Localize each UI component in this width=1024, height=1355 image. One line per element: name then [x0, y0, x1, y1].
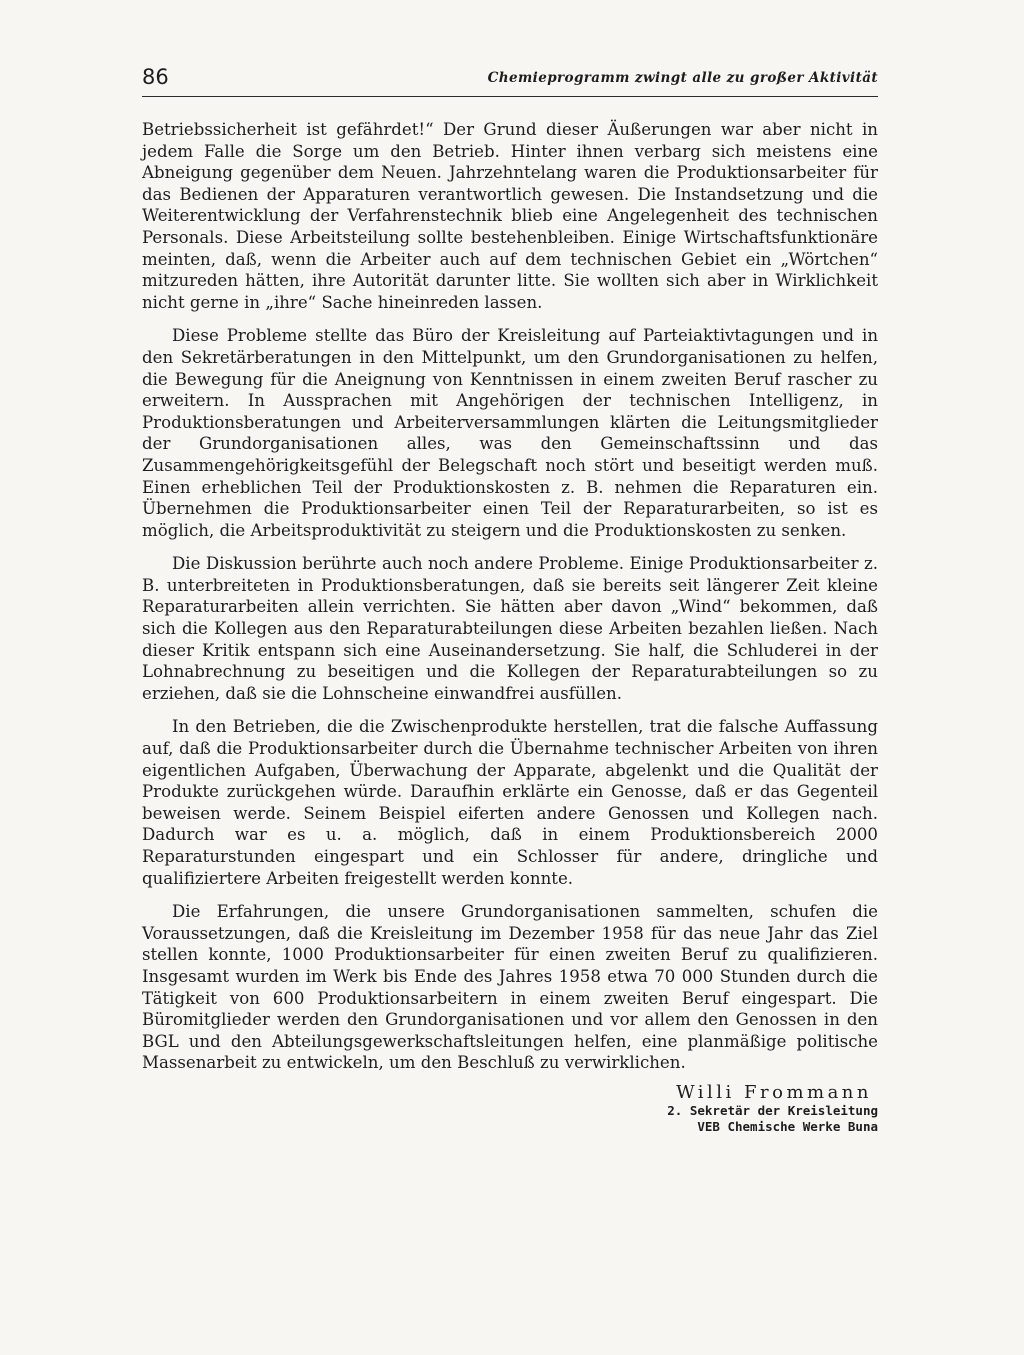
signature-block — [142, 1082, 878, 1135]
document-page — [142, 62, 878, 1135]
paragraph-1: Betriebssicherheit ist gefährdet!“ Der Grund dieser Äußerungen war aber nicht in jedem Falle die Sorge um den Betrieb. Hinter ihnen verbarg sich meistens eine Abneigung gegenüber dem Neuen. Jahrzehntelang waren die Produktionsarbeiter für das Bedienen der Apparaturen verantwortlich gewesen. Die Instandsetzung und die Weiterentwicklung der Verfahrenstechnik blieb eine Angelegenheit des technischen Personals. Diese Arbeitsteilung sollte bestehenbleiben. Einige Wirtschaftsfunktionäre meinten, daß, wenn die Arbeiter auch auf dem technischen Gebiet ein „Wörtchen“ mitzureden hätten, ihre Autorität darunter litte. Sie wollten sich aber in Wirklichkeit nicht gerne in „ihre“ Sache hineinreden lassen. — [142, 120, 878, 312]
page-number: 86 — [142, 65, 169, 89]
running-head: Chemieprogramm zwingt alle zu großer Aktivität — [487, 70, 878, 86]
author-organization: VEB Chemische Werke Buna — [697, 1118, 878, 1134]
article-body — [142, 119, 878, 1074]
paragraph-5: Die Erfahrungen, die unsere Grundorganisationen sammelten, schufen die Voraussetzungen, daß die Kreisleitung im Dezember 1958 für das neue Jahr das Ziel stellen konnte, 1000 Produktionsarbeiter für einen zweiten Beruf zu qualifizieren. Insgesamt wurden im Werk bis Ende des Jahres 1958 etwa 70 000 Stunden durch die Tätigkeit von 600 Produktionsarbeitern in einem zweiten Beruf eingespart. Die Büromitglieder werden den Grundorganisationen und vor allem den Genossen in den BGL und den Abteilungsgewerkschaftsleitungen helfen, eine planmäßige politische Massenarbeit zu entwickeln, um den Beschluß zu verwirklichen. — [142, 902, 878, 1073]
paragraph-3: Die Diskussion berührte auch noch andere Probleme. Einige Produktionsarbeiter z. B. unterbreiteten in Produktionsberatungen, daß sie bereits seit längerer Zeit kleine Reparaturarbeiten allein verrichten. Sie hätten aber davon „Wind“ bekommen, daß sich die Kollegen aus den Reparaturabteilungen diese Arbeiten bezahlen ließen. Nach dieser Kritik entspann sich eine Auseinandersetzung. Sie half, die Schluderei in der Lohnabrechnung zu beseitigen und die Kollegen der Reparaturabteilungen so zu erziehen, daß sie die Lohnscheine einwandfrei ausfüllen. — [142, 554, 878, 703]
page-header — [142, 62, 878, 97]
author-name: Willi Frommann — [676, 1081, 872, 1103]
paragraph-2: Diese Probleme stellte das Büro der Kreisleitung auf Parteiaktivtagungen und in den Sekretärberatungen in den Mittelpunkt, um den Grundorganisationen zu helfen, die Bewegung für die Aneignung von Kenntnissen in einem zweiten Beruf rascher zu erweitern. In Aussprachen mit Angehörigen der technischen Intelligenz, in Produktionsberatungen und Arbeiterversammlungen klärten die Leitungsmitglieder der Grundorganisationen alles, was den Gemeinschaftssinn und das Zusammengehörigkeitsgefühl der Belegschaft noch stört und beseitigt werden muß. Einen erheblichen Teil der Produktionskosten z. B. nehmen die Reparaturen ein. Übernehmen die Produktionsarbeiter einen Teil der Reparaturarbeiten, so ist es möglich, die Arbeitsproduktivität zu steigern und die Produktionskosten zu senken. — [142, 326, 878, 540]
paragraph-4: In den Betrieben, die die Zwischenprodukte herstellen, trat die falsche Auffassung auf, daß die Produktionsarbeiter durch die Übernahme technischer Arbeiten von ihren eigentlichen Aufgaben, Überwachung der Apparate, abgelenkt und die Qualität der Produkte zurückgehen würde. Daraufhin erklärte ein Genosse, daß er das Gegenteil beweisen werde. Seinem Beispiel eiferten andere Genossen und Kollegen nach. Dadurch war es u. a. möglich, daß in einem Produktionsbereich 2000 Reparaturstunden eingespart und ein Schlosser für andere, dringliche und qualifiziertere Arbeiten freigestellt werden konnte. — [142, 717, 878, 888]
author-title: 2. Sekretär der Kreisleitung — [667, 1102, 878, 1118]
